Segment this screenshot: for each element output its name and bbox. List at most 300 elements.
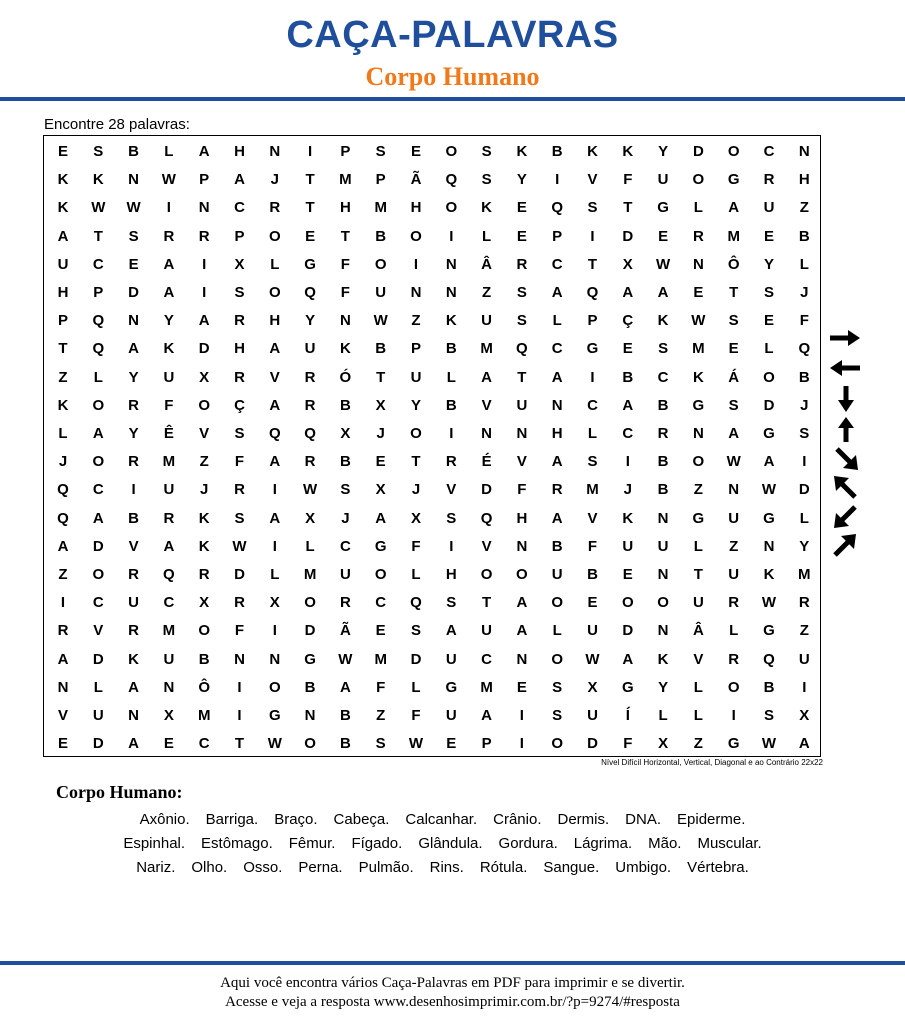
grid-cell: A	[163, 255, 175, 273]
grid-cell: G	[727, 735, 740, 753]
grid-cell: U	[163, 368, 175, 386]
grid-cell: U	[657, 171, 669, 189]
grid-cell: S	[375, 143, 386, 160]
grid-cell: E	[728, 340, 739, 358]
word-list-line	[55, 832, 830, 856]
grid-cell: V	[587, 509, 598, 527]
grid-cell: X	[799, 707, 810, 724]
grid-cell: R	[445, 453, 457, 471]
grid-cell: Z	[729, 537, 739, 555]
top-divider	[0, 97, 905, 101]
grid-row	[44, 364, 822, 392]
grid-cell: S	[728, 396, 739, 414]
grid-cell: D	[587, 735, 598, 753]
grid-cell: X	[410, 509, 421, 527]
grid-cell: A	[481, 707, 493, 724]
grid-cell: Z	[58, 566, 68, 583]
grid-cell: W	[408, 735, 424, 753]
grid-cell: J	[200, 481, 209, 499]
grid-cell: R	[234, 312, 245, 330]
grid-cell: S	[587, 199, 598, 217]
grid-cell: X	[305, 509, 316, 527]
grid-cell: R	[304, 396, 316, 414]
grid-cell: Ã	[410, 171, 422, 189]
grid-cell: O	[92, 396, 105, 414]
grid-cell: A	[128, 340, 140, 358]
grid-cell: T	[305, 199, 315, 217]
grid-row	[44, 702, 822, 730]
grid-cell: Ç	[622, 312, 634, 330]
grid-cell: O	[621, 594, 634, 612]
grid-cell: A	[128, 678, 140, 696]
grid-cell: C	[551, 255, 563, 273]
grid-cell: R	[304, 368, 316, 386]
grid-cell: W	[91, 199, 106, 217]
grid-cell: A	[551, 509, 563, 527]
grid-cell: V	[481, 396, 492, 414]
grid-cell: A	[198, 143, 210, 160]
grid-cell: I	[449, 537, 454, 555]
grid-cell: L	[552, 622, 562, 640]
grid-cell: O	[516, 566, 528, 583]
grid-cell: A	[57, 650, 69, 668]
word-item: Fêmur.	[288, 835, 336, 852]
grid-cell: S	[481, 171, 492, 189]
word-list-line	[55, 856, 830, 880]
bottom-divider	[0, 961, 905, 965]
grid-cell: S	[340, 481, 351, 499]
grid-cell: I	[449, 227, 454, 245]
grid-cell: S	[552, 678, 563, 696]
grid-cell: W	[373, 312, 388, 330]
grid-cell: T	[411, 453, 421, 471]
grid-cell: G	[763, 509, 775, 527]
grid-cell: L	[693, 537, 703, 555]
grid-cell: F	[411, 707, 421, 724]
grid-cell: K	[339, 340, 351, 358]
arrow-down-right-icon	[834, 446, 860, 472]
grid-cell: I	[131, 481, 136, 499]
grid-cell: I	[166, 199, 171, 217]
grid-cell: Í	[625, 707, 630, 724]
grid-cell: W	[691, 312, 706, 330]
grid-cell: M	[480, 678, 493, 696]
grid-cell: U	[516, 396, 528, 414]
grid-cell: I	[731, 707, 736, 724]
grid-cell: Z	[58, 368, 68, 386]
grid-cell: E	[516, 227, 527, 245]
grid-cell: G	[621, 678, 634, 696]
grid-cell: S	[763, 707, 774, 724]
grid-cell: A	[551, 453, 563, 471]
word-item: Espinhal.	[123, 835, 186, 852]
grid-cell: U	[798, 650, 810, 668]
grid-cell: N	[410, 284, 422, 301]
word-list-line	[55, 808, 830, 832]
grid-row	[44, 166, 822, 194]
grid-cell: T	[693, 566, 703, 583]
grid-cell: E	[446, 735, 457, 753]
grid-cell: L	[58, 425, 68, 442]
grid-cell: B	[587, 566, 598, 583]
grid-cell: A	[339, 678, 351, 696]
grid-cell: T	[587, 255, 598, 273]
grid-cell: S	[375, 735, 386, 753]
grid-cell: R	[728, 650, 740, 668]
grid-cell: I	[625, 453, 630, 471]
grid-cell: S	[446, 509, 457, 527]
grid-cell: Z	[799, 199, 809, 217]
grid-cell: R	[234, 594, 245, 612]
grid-cell: Y	[128, 368, 139, 386]
grid-cell: O	[727, 678, 740, 696]
grid-cell: X	[269, 594, 280, 612]
grid-cell: T	[234, 735, 245, 753]
grid-cell: O	[268, 227, 281, 245]
grid-cell: A	[57, 537, 69, 555]
grid-cell: G	[692, 509, 705, 527]
grid-cell: N	[481, 425, 493, 442]
grid-cell: A	[516, 622, 528, 640]
grid-cell: P	[410, 340, 421, 358]
grid-cell: O	[551, 735, 564, 753]
grid-cell: A	[269, 340, 281, 358]
grid-cell: D	[481, 481, 493, 499]
grid-cell: A	[728, 425, 740, 442]
grid-cell: Q	[516, 340, 528, 358]
grid-cell: I	[449, 425, 454, 442]
grid-cell: K	[622, 143, 634, 160]
grid-cell: Z	[693, 735, 703, 753]
grid-cell: L	[799, 509, 809, 527]
grid-cell: S	[728, 312, 739, 330]
grid-cell: V	[199, 425, 210, 442]
grid-cell: J	[411, 481, 421, 499]
grid-cell: H	[269, 312, 281, 330]
grid-cell: R	[234, 481, 245, 499]
grid-cell: E	[622, 340, 633, 358]
grid-cell: N	[445, 255, 457, 273]
grid-cell: A	[622, 650, 634, 668]
grid-cell: V	[516, 453, 527, 471]
grid-cell: L	[552, 312, 562, 330]
grid-row	[44, 646, 822, 674]
grid-cell: U	[57, 255, 69, 273]
grid-cell: T	[305, 171, 315, 189]
grid-cell: A	[622, 284, 634, 301]
grid-cell: C	[163, 594, 175, 612]
grid-cell: B	[339, 453, 351, 471]
grid-cell: Q	[763, 650, 775, 668]
grid-cell: N	[128, 707, 140, 724]
grid-cell: Z	[482, 284, 492, 301]
grid-cell: I	[802, 453, 807, 471]
grid-cell: N	[445, 284, 457, 301]
footer-line-1: Aqui você encontra vários Caça-Palavras em PDF para imprimir e se divertir.	[220, 975, 685, 991]
grid-cell: D	[763, 396, 775, 414]
grid-cell: F	[164, 396, 174, 414]
grid-cell: D	[692, 143, 704, 160]
grid-cell: A	[375, 509, 387, 527]
grid-row	[44, 223, 822, 251]
grid-cell: G	[763, 622, 775, 640]
grid-cell: R	[128, 566, 140, 583]
instructions: Encontre 28 palavras:	[44, 116, 190, 133]
grid-cell: L	[587, 425, 598, 442]
grid-cell: X	[234, 255, 245, 273]
word-item: Pulmão.	[358, 859, 414, 876]
grid-cell: U	[339, 566, 351, 583]
grid-cell: N	[516, 537, 528, 555]
grid-cell: P	[93, 284, 104, 301]
grid-cell: W	[656, 255, 671, 273]
grid-cell: P	[552, 227, 563, 245]
grid-cell: L	[93, 678, 103, 696]
grid-cell: M	[197, 707, 211, 724]
grid-cell: E	[763, 312, 774, 330]
grid-cell: C	[481, 650, 493, 668]
grid-cell: A	[551, 284, 563, 301]
grid-cell: A	[798, 735, 810, 753]
grid-row	[44, 194, 822, 222]
grid-cell: W	[726, 453, 741, 471]
grid-cell: O	[445, 199, 458, 217]
grid-cell: B	[128, 509, 140, 527]
grid-cell: L	[693, 678, 703, 696]
grid-cell: N	[692, 255, 704, 273]
grid-cell: T	[517, 368, 527, 386]
grid-cell: K	[692, 368, 704, 386]
grid-cell: L	[658, 707, 668, 724]
grid-row	[44, 561, 822, 589]
grid-cell: R	[128, 396, 140, 414]
grid-cell: Y	[128, 425, 139, 442]
word-item: Rins.	[429, 859, 464, 876]
grid-cell: U	[622, 537, 634, 555]
grid-cell: O	[692, 171, 705, 189]
grid-cell: Q	[268, 425, 281, 442]
grid-cell: B	[375, 340, 387, 358]
grid-cell: K	[587, 143, 598, 160]
grid-cell: N	[163, 678, 175, 696]
grid-cell: X	[375, 481, 386, 499]
grid-cell: R	[692, 227, 704, 245]
arrow-up-left-icon	[832, 474, 858, 500]
grid-cell: Â	[481, 255, 493, 273]
grid-cell: P	[340, 143, 351, 160]
grid-cell: A	[234, 171, 245, 189]
grid-cell: B	[657, 396, 669, 414]
grid-cell: B	[798, 227, 810, 245]
grid-cell: A	[163, 537, 175, 555]
grid-cell: U	[481, 622, 493, 640]
grid-cell: S	[658, 340, 669, 358]
grid-cell: Y	[410, 396, 421, 414]
grid-cell: L	[270, 566, 280, 583]
grid-cell: A	[57, 227, 69, 245]
grid-cell: W	[761, 481, 777, 499]
grid-cell: W	[232, 537, 247, 555]
grid-cell: Y	[658, 143, 669, 160]
grid-cell: T	[58, 340, 68, 358]
grid-cell: M	[162, 453, 176, 471]
grid-cell: E	[163, 735, 174, 753]
grid-cell: O	[551, 650, 564, 668]
grid-cell: C	[92, 255, 104, 273]
grid-cell: P	[57, 312, 68, 330]
grid-cell: S	[410, 622, 421, 640]
grid-cell: L	[799, 255, 809, 273]
grid-cell: X	[199, 368, 210, 386]
grid-cell: L	[411, 566, 421, 583]
grid-cell: W	[585, 650, 600, 668]
grid-cell: R	[339, 594, 351, 612]
grid-cell: F	[587, 537, 598, 555]
grid-cell: R	[128, 622, 140, 640]
grid-cell: N	[657, 566, 669, 583]
grid-cell: D	[128, 284, 140, 301]
word-item: Muscular.	[697, 835, 762, 852]
grid-cell: A	[128, 735, 140, 753]
grid-cell: C	[92, 481, 104, 499]
grid-cell: A	[269, 396, 281, 414]
grid-cell: V	[269, 368, 280, 386]
grid-cell: K	[622, 509, 634, 527]
grid-cell: Ê	[163, 425, 174, 442]
grid-cell: G	[268, 707, 281, 724]
grid-cell: G	[304, 255, 316, 273]
grid-cell: I	[590, 227, 595, 245]
grid-cell: B	[198, 650, 210, 668]
grid-cell: D	[410, 650, 422, 668]
grid-cell: E	[410, 143, 421, 160]
grid-cell: T	[482, 594, 492, 612]
grid-cell: R	[657, 425, 669, 442]
word-item: Dermis.	[557, 811, 610, 828]
word-list	[55, 808, 830, 880]
grid-cell: S	[481, 143, 492, 160]
grid-row	[44, 138, 822, 166]
grid-cell: A	[445, 622, 457, 640]
grid-cell: D	[798, 481, 810, 499]
grid-cell: K	[57, 199, 69, 217]
grid-cell: L	[693, 199, 703, 217]
grid-cell: C	[198, 735, 210, 753]
grid-cell: D	[92, 537, 104, 555]
grid-cell: O	[727, 143, 740, 160]
grid-cell: F	[623, 171, 633, 189]
grid-cell: E	[658, 227, 669, 245]
grid-cell: H	[234, 143, 245, 160]
grid-cell: U	[375, 284, 387, 301]
word-item: Osso.	[243, 859, 283, 876]
grid-cell: V	[128, 537, 139, 555]
grid-cell: É	[481, 453, 492, 471]
grid-cell: W	[761, 735, 777, 753]
grid-cell: K	[92, 171, 104, 189]
word-item: Olho.	[191, 859, 228, 876]
grid-cell: B	[445, 340, 457, 358]
grid-cell: V	[587, 171, 598, 189]
grid-cell: D	[234, 566, 245, 583]
grid-cell: M	[586, 481, 599, 499]
grid-cell: B	[657, 481, 669, 499]
grid-cell: H	[339, 199, 351, 217]
grid-cell: K	[163, 340, 175, 358]
word-item: Umbigo.	[615, 859, 672, 876]
grid-cell: Q	[304, 425, 316, 442]
grid-cell: O	[551, 594, 564, 612]
grid-cell: A	[92, 425, 104, 442]
grid-cell: I	[237, 678, 242, 696]
grid-cell: I	[519, 735, 524, 753]
grid-cell: J	[800, 396, 809, 414]
grid-cell: N	[798, 143, 810, 160]
grid-cell: C	[587, 396, 598, 414]
grid-cell: Â	[692, 622, 704, 640]
grid-cell: T	[340, 227, 350, 245]
grid-cell: T	[729, 284, 739, 301]
grid-row	[44, 589, 822, 617]
grid-cell: Q	[57, 481, 69, 499]
grid-cell: B	[551, 143, 563, 160]
grid-cell: U	[587, 622, 598, 640]
grid-cell: R	[198, 227, 210, 245]
grid-cell: I	[272, 622, 277, 640]
grid-row	[44, 420, 822, 448]
grid-cell: U	[728, 566, 740, 583]
grid-cell: E	[305, 227, 316, 245]
grid-cell: Q	[92, 340, 105, 358]
word-item: Gordura.	[498, 835, 558, 852]
grid-cell: E	[128, 255, 139, 273]
grid-cell: F	[799, 312, 809, 330]
grid-cell: V	[446, 481, 457, 499]
grid-cell: Á	[728, 368, 740, 386]
grid-cell: V	[93, 622, 104, 640]
grid-cell: C	[375, 594, 387, 612]
grid-cell: V	[481, 537, 492, 555]
grid-cell: W	[761, 594, 777, 612]
grid-cell: J	[376, 425, 385, 442]
grid-cell: C	[763, 143, 775, 160]
grid-cell: E	[375, 453, 386, 471]
grid-cell: I	[308, 143, 313, 160]
grid-cell: O	[198, 622, 211, 640]
grid-cell: C	[551, 340, 563, 358]
word-item: Sangue.	[543, 859, 600, 876]
grid-cell: X	[658, 735, 669, 753]
grid-cell: B	[798, 368, 810, 386]
grid-cell: K	[657, 650, 669, 668]
grid-cell: K	[763, 566, 775, 583]
grid-cell: M	[374, 650, 387, 668]
grid-cell: E	[693, 284, 704, 301]
grid-cell: S	[234, 425, 245, 442]
grid-cell: W	[303, 481, 318, 499]
grid-cell: R	[198, 566, 210, 583]
grid-cell: A	[551, 368, 563, 386]
grid-cell: Y	[516, 171, 527, 189]
grid-cell: P	[234, 227, 245, 245]
grid-row	[44, 307, 822, 335]
grid-cell: O	[410, 425, 422, 442]
grid-cell: S	[446, 594, 457, 612]
grid-cell: G	[692, 396, 705, 414]
grid-cell: E	[516, 199, 527, 217]
grid-cell: S	[234, 509, 245, 527]
grid-cell: U	[692, 594, 704, 612]
